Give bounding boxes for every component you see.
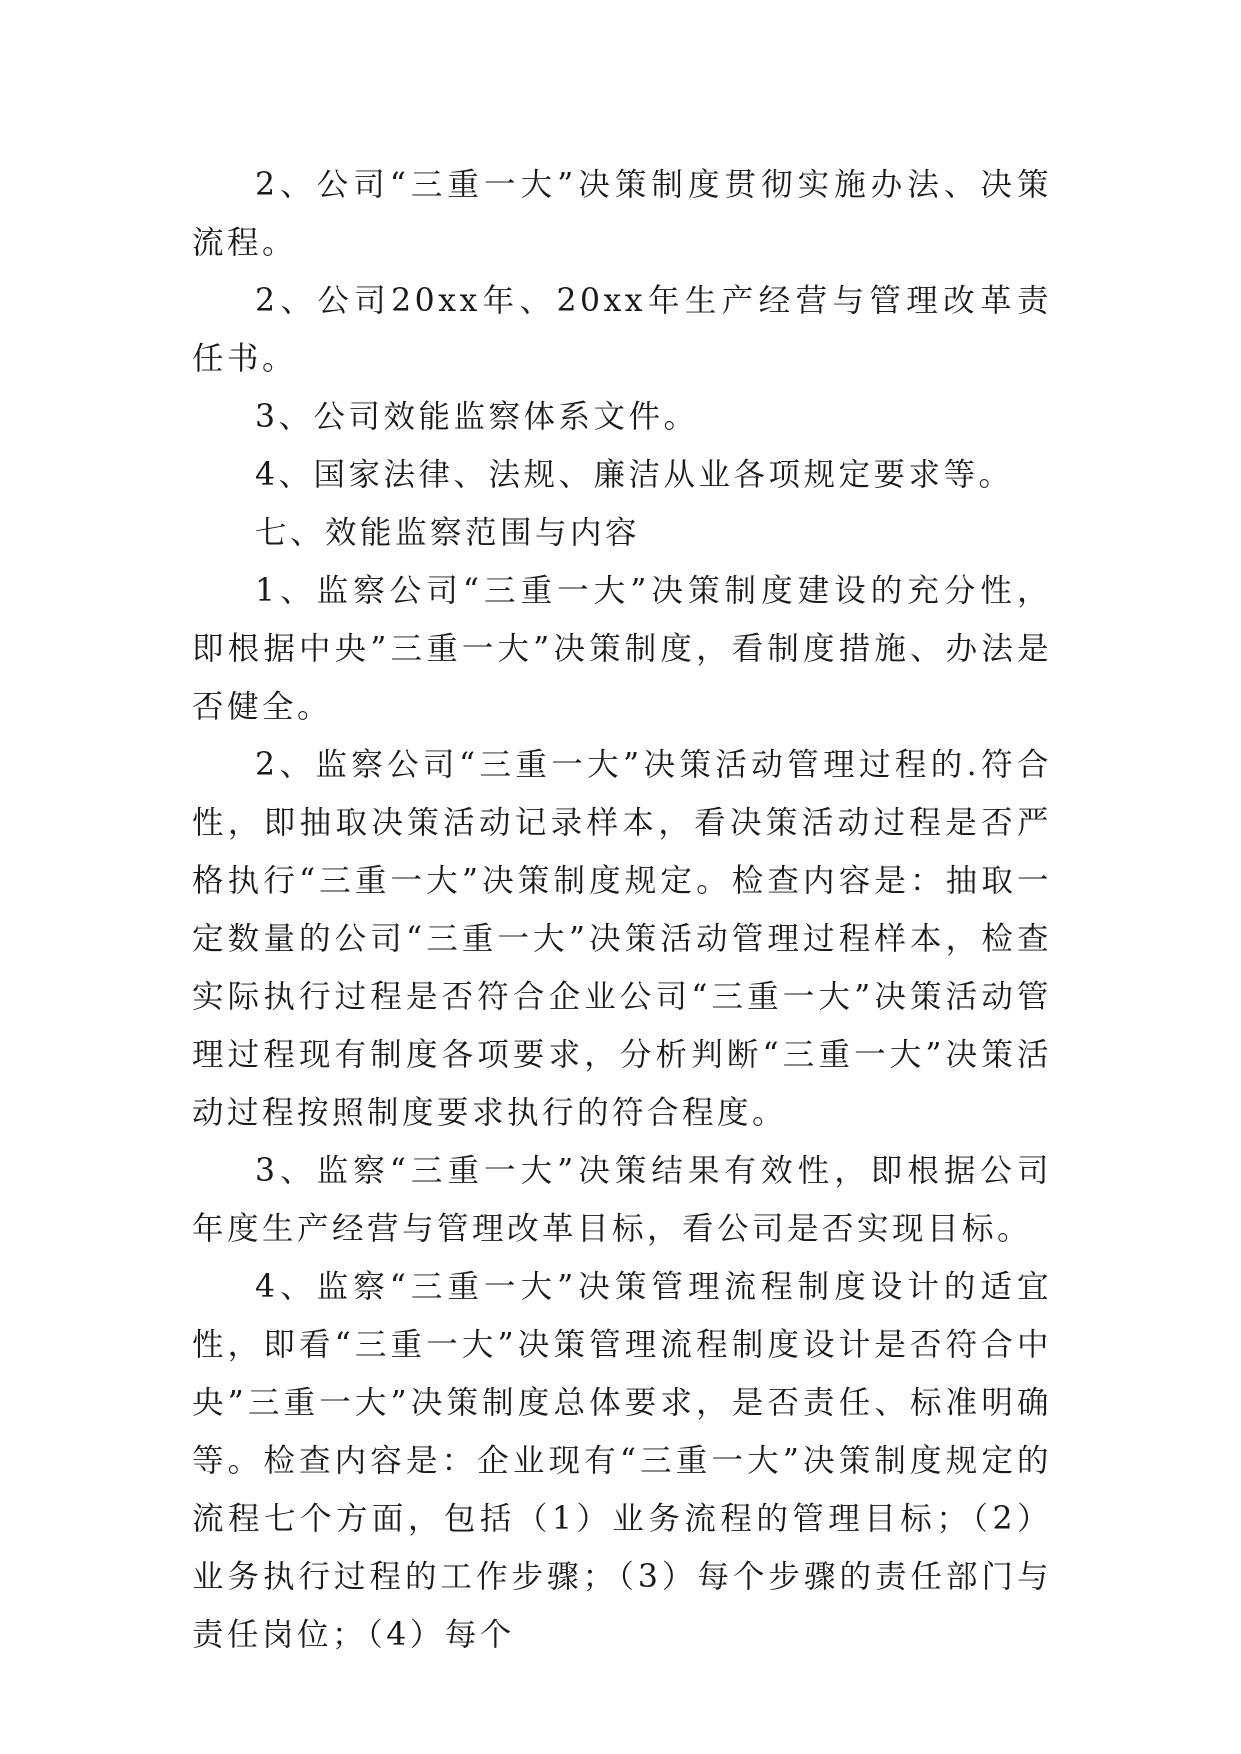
- paragraph-implementation-measures: 2、公司“三重一大”决策制度贯彻实施办法、决策流程。: [192, 167, 1052, 261]
- document-body: [192, 156, 1052, 1664]
- paragraph-item-2-conformity: 2、监察公司“三重一大”决策活动管理过程的.符合性，即抽取决策活动记录样本，看决策活动过程是否严格执行“三重一大”决策制度规定。检查内容是：抽取一定数量的公司“三重一大”决策活动管理过程样本，检查实际执行过程是否符合企业公司“三重一大”决策活动管理过程现有制度各项要求，分析判断“三重一大”决策活动过程按照制度要求执行的符合程度。: [192, 747, 1052, 1131]
- section-heading-scope-content: 七、效能监察范围与内容: [255, 515, 641, 551]
- paragraph-supervision-system-files: 3、公司效能监察体系文件。: [255, 399, 699, 435]
- paragraph-laws-regulations: 4、国家法律、法规、廉洁从业各项规定要求等。: [255, 457, 1014, 493]
- paragraph-item-3-effectiveness: 3、监察“三重一大”决策结果有效性，即根据公司年度生产经营与管理改革目标，看公司是否实现目标。: [192, 1153, 1052, 1247]
- paragraph-item-4-suitability: 4、监察“三重一大”决策管理流程制度设计的适宜性，即看“三重一大”决策管理流程制度设计是否符合中央”三重一大”决策制度总体要求，是否责任、标准明确等。检查内容是：企业现有“三重一大”决策制度规定的流程七个方面，包括（1）业务流程的管理目标；（2）业务执行过程的工作步骤；（3）每个步骤的责任部门与责任岗位；（4）每个: [192, 1269, 1052, 1653]
- paragraph-item-1-adequacy: 1、监察公司“三重一大”决策制度建设的充分性，即根据中央”三重一大”决策制度，看制度措施、办法是否健全。: [192, 573, 1052, 725]
- paragraph-responsibility-letter: 2、公司20xx年、20xx年生产经营与管理改革责任书。: [192, 283, 1052, 377]
